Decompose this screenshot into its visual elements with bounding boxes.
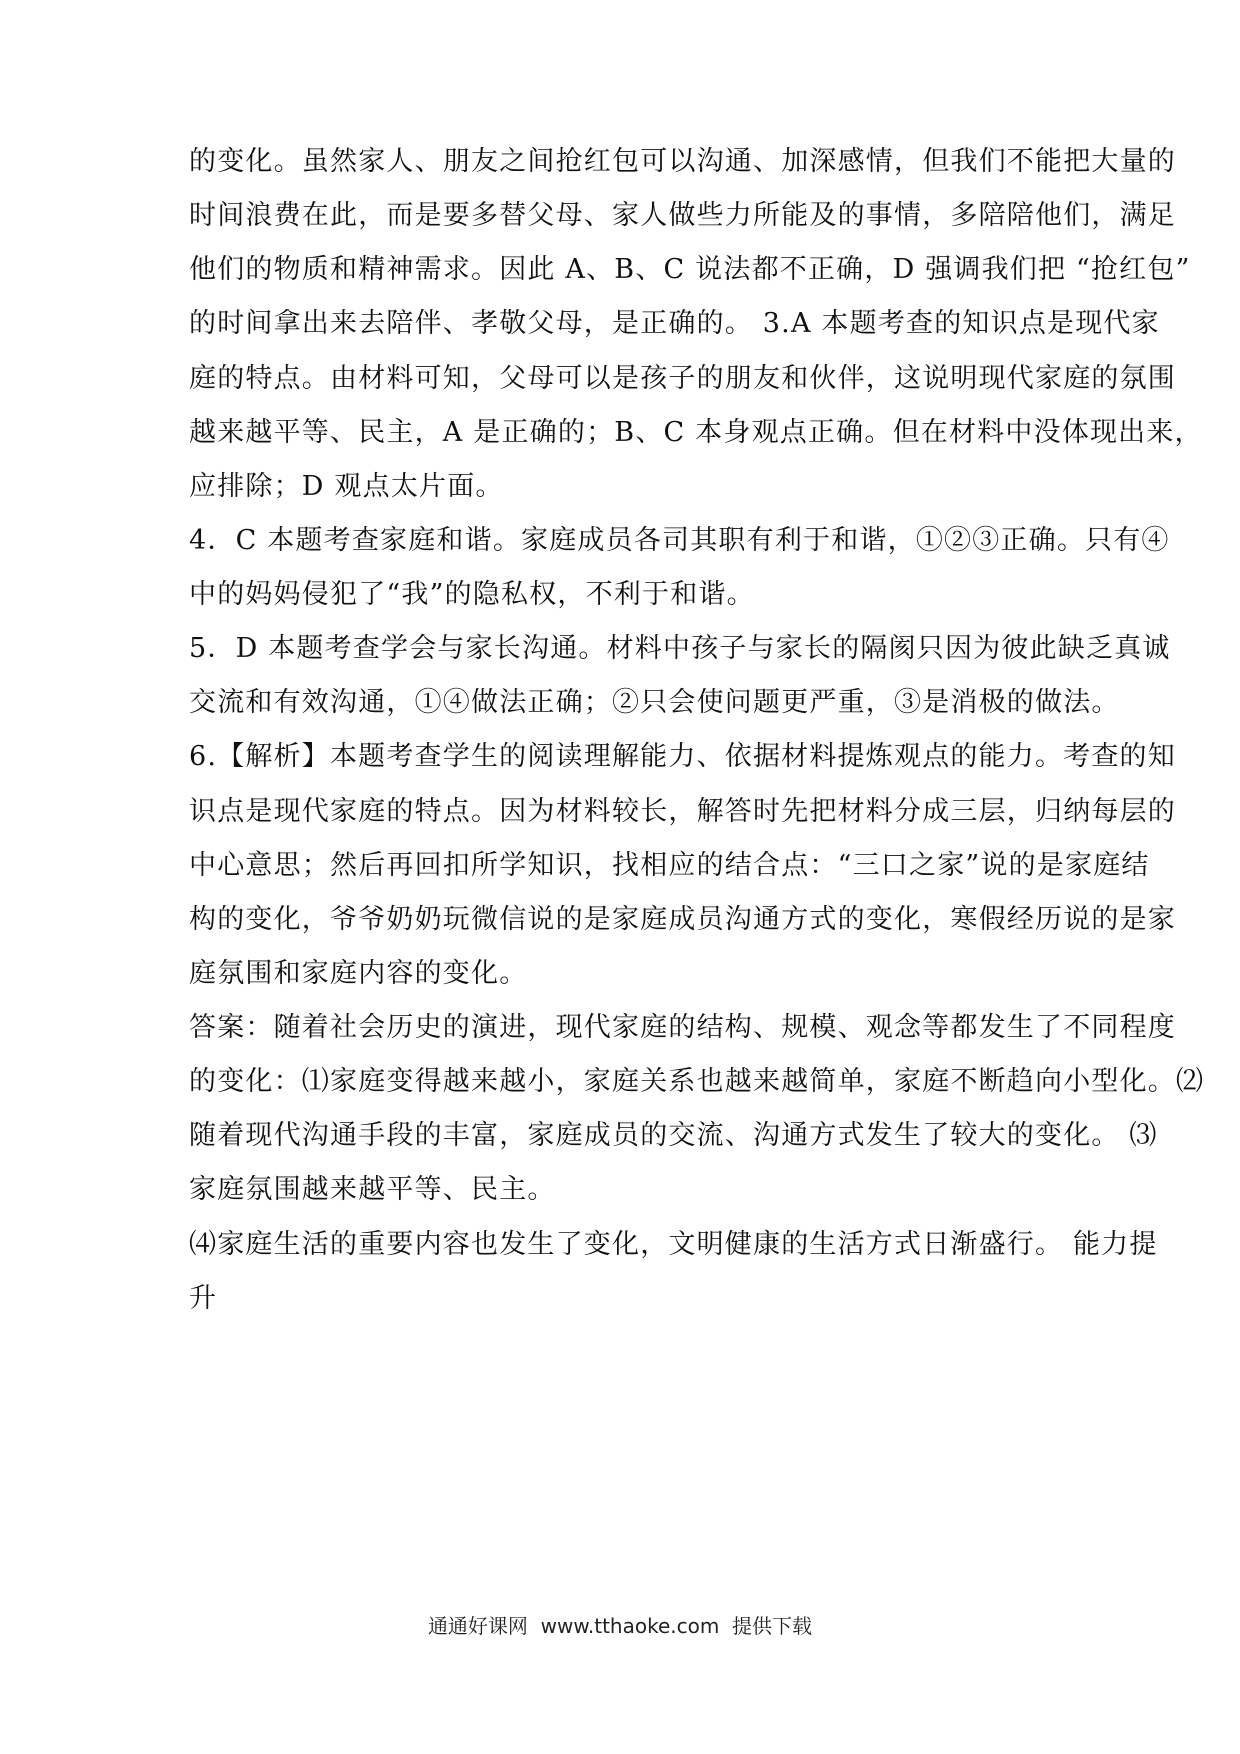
- text-line: 庭的特点。由材料可知，父母可以是孩子的朋友和伙伴，这说明现代家庭的氛围: [189, 363, 1176, 394]
- text-line: 越来越平等、民主，A 是正确的；B、C 本身观点正确。但在材料中没体现出来，: [189, 417, 1203, 448]
- text-line: 的变化。虽然家人、朋友之间抢红包可以沟通、加深感情，但我们不能把大量的: [189, 146, 1176, 177]
- text-line: 庭氛围和家庭内容的变化。: [189, 958, 528, 989]
- page-footer: 通通好课网 www.tthaoke.com 提供下载: [427, 1614, 813, 1638]
- text-line: 中心意思；然后再回扣所学知识，找相应的结合点：“三口之家”说的是家庭结: [189, 850, 1150, 881]
- text-line: 应排除；D 观点太片面。: [189, 471, 504, 502]
- text-line: 中的妈妈侵犯了“我”的隐私权，不利于和谐。: [189, 579, 755, 610]
- text-line: 他们的物质和精神需求。因此 A、B、C 说法都不正确，D 强调我们把 “抢红包”: [189, 254, 1191, 285]
- text-line: ⑷家庭生活的重要内容也发生了变化，文明健康的生活方式日渐盛行。 能力提: [189, 1229, 1158, 1260]
- text-line: 家庭氛围越来越平等、民主。: [189, 1174, 556, 1205]
- text-line: 时间浪费在此，而是要多替父母、家人做些力所能及的事情，多陪陪他们，满足: [189, 200, 1176, 231]
- text-line: 的变化：⑴家庭变得越来越小，家庭关系也越来越简单，家庭不断趋向小型化。⑵: [189, 1066, 1205, 1097]
- text-line: 升: [189, 1283, 218, 1314]
- text-line: 4．C 本题考查家庭和谐。家庭成员各司其职有利于和谐，①②③正确。只有④: [189, 525, 1170, 556]
- text-line: 交流和有效沟通，①④做法正确；②只会使问题更严重，③是消极的做法。: [189, 687, 1120, 718]
- text-line: 5．D 本题考查学会与家长沟通。材料中孩子与家长的隔阂只因为彼此缺乏真诚: [189, 633, 1171, 664]
- text-line: 答案：随着社会历史的演进，现代家庭的结构、规模、观念等都发生了不同程度: [189, 1012, 1176, 1043]
- text-line: 识点是现代家庭的特点。因为材料较长，解答时先把材料分成三层，归纳每层的: [189, 796, 1176, 827]
- text-line: 的时间拿出来去陪伴、孝敬父母，是正确的。 3.A 本题考查的知识点是现代家: [189, 308, 1160, 339]
- text-line: 随着现代沟通手段的丰富，家庭成员的交流、沟通方式发生了较大的变化。 ⑶: [189, 1120, 1158, 1151]
- text-line: 构的变化，爷爷奶奶玩微信说的是家庭成员沟通方式的变化，寒假经历说的是家: [189, 904, 1176, 935]
- text-line: 6.【解析】本题考查学生的阅读理解能力、依据材料提炼观点的能力。考查的知: [189, 741, 1176, 772]
